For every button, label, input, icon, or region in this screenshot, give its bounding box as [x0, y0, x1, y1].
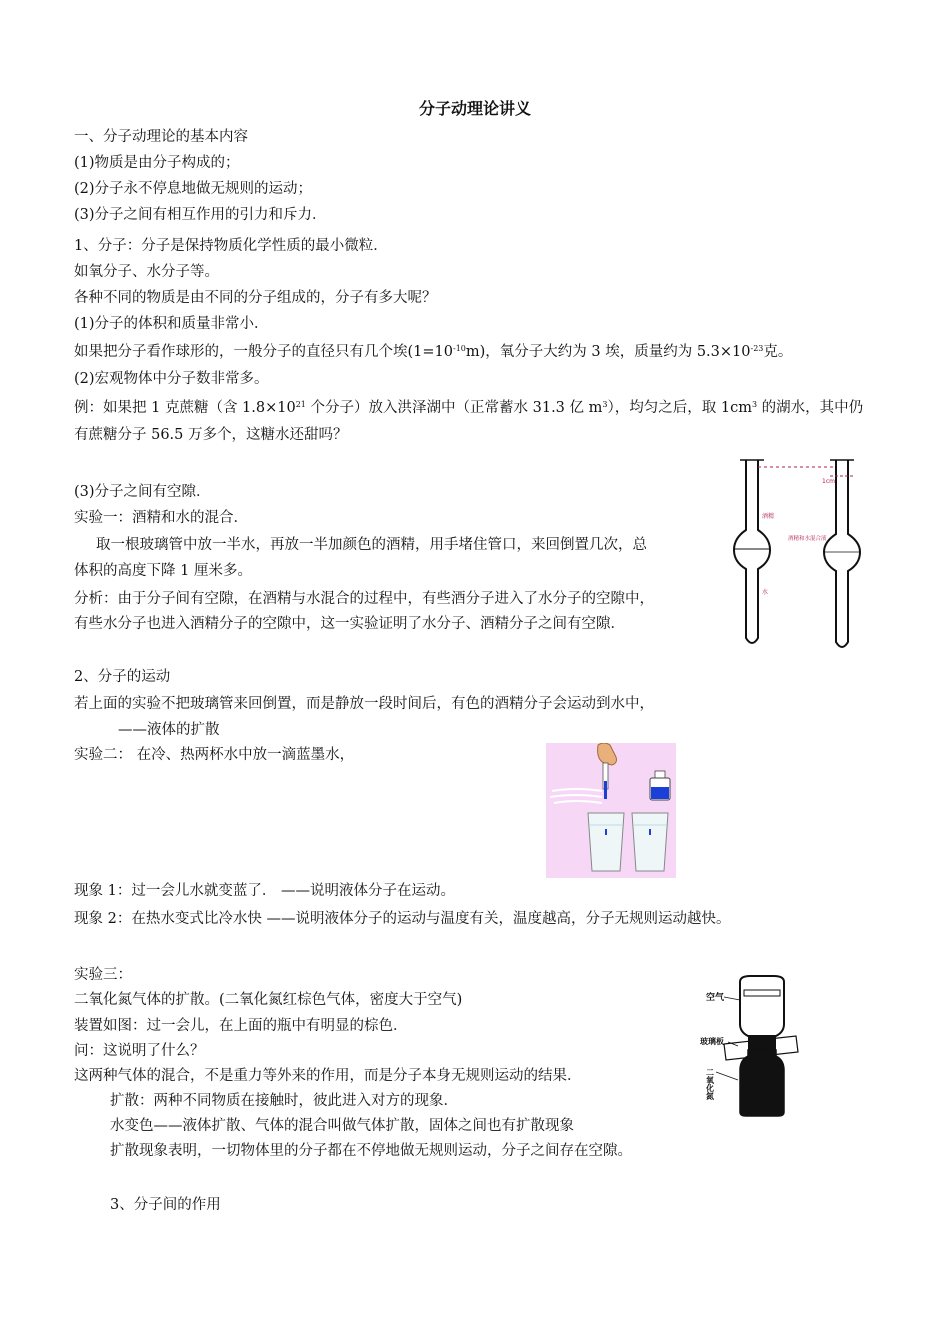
diffusion-types: 水变色——液体扩散、气体的混合叫做气体扩散，固体之间也有扩散现象 [110, 1118, 574, 1134]
air-jar-icon [740, 976, 784, 1036]
phenomenon-2: 现象 2：在热水变式比冷水快 ——说明液体分子的运动与温度有关，温度越高，分子无规则运动越快。 [74, 911, 731, 927]
analysis-line-1: 分析：由于分子间有空隙，在酒精与水混合的过程中，有些酒分子进入了水分子的空隙中， [74, 591, 654, 607]
experiment-1-desc-2: 体积的高度下降 1 厘米多。 [74, 563, 252, 579]
size-question: 各种不同的物质是由不同的分子组成的，分子有多大呢？ [74, 290, 437, 306]
glass-tube-figure [726, 452, 882, 654]
experiment-1-title: 实验一：酒精和水的混合． [74, 510, 248, 526]
point-2: (2)分子永不停息地做无规则的运动； [74, 181, 313, 197]
section-heading-basic: 一、分子动理论的基本内容 [74, 129, 248, 145]
label-alcohol: 酒精 [762, 513, 775, 520]
label-air: 空气 [706, 993, 725, 1003]
sugar-example-line2: 有蔗糖分子 56.5 万多个，这糖水还甜吗？ [74, 427, 348, 443]
molecule-definition: 1、分子：分子是保持物质化学性质的最小微粒． [74, 238, 388, 254]
experiment-3-title: 实验三： [74, 967, 132, 983]
cold-cup-icon [588, 813, 624, 871]
label-mixture: 酒精和水混合液 [788, 536, 827, 542]
setup-desc: 装置如图：过一会儿，在上面的瓶中有明显的棕色． [74, 1018, 408, 1034]
small-size-point: (1)分子的体积和质量非常小． [74, 316, 269, 332]
label-no2: 二氧化氮 [705, 1068, 715, 1100]
label-water: 水 [762, 589, 769, 596]
experiment-1-desc-1: 取一根玻璃管中放一半水，再放一半加颜色的酒精，用手堵住管口，来回倒置几次，总 [96, 537, 647, 553]
many-molecules-point: (2)宏观物体中分子数非常多。 [74, 371, 269, 387]
hot-cup-icon [632, 813, 668, 871]
no2-jar-icon [740, 1050, 784, 1116]
point-3: (3)分子之间有相互作用的引力和斥力． [74, 207, 327, 223]
question: 问：这说明了什么？ [74, 1043, 205, 1059]
dropper-icon [604, 781, 607, 799]
diffusion-significance: 扩散现象表明，一切物体里的分子都在不停地做无规则运动，分子之间存在空隙。 [110, 1143, 632, 1159]
sugar-example-line1: 例：如果把 1 克蔗糖（含 $1.8\times 10^{21}$ 个分子）放入洪泽湖中（正常蓄水 31.3 亿 $m^3$），均匀之后，取 $1cm^3$ 的湖水，其中仍 [74, 400, 864, 416]
point-1: (1)物质是由分子构成的； [74, 155, 240, 171]
size-statement: 如果把分子看作球形的，一般分子的直径只有几个埃$(1=10^{-10}m)$，氧分子大约为 3 埃，质量约为 $5.3\times 10^{-23}$克。 [74, 344, 793, 360]
diffusion-definition: 扩散：两种不同物质在接触时，彼此进入对方的现象． [110, 1093, 458, 1109]
no2-diffusion: 二氧化氮气体的扩散。(二氧化氮红棕色气体，密度大于空气) [74, 992, 463, 1008]
analysis-line-2: 有些水分子也进入酒精分子的空隙中，这一实验证明了水分子、酒精分子之间有空隙． [74, 616, 625, 632]
page-title: 分子动理论讲义 [418, 99, 531, 118]
section-heading-force: 3、分子间的作用 [110, 1197, 221, 1213]
phenomenon-1: 现象 1：过一会儿水就变蓝了． ——说明液体分子在运动。 [74, 883, 455, 899]
liquid-diffusion-label: ——液体的扩散 [118, 722, 220, 738]
motion-desc: 若上面的实验不把玻璃管来回倒置，而是静放一段时间后，有色的酒精分子会运动到水中， [74, 696, 654, 712]
molecule-examples: 如氧分子、水分子等。 [74, 264, 219, 280]
answer: 这两种气体的混合，不是重力等外来的作用，而是分子本身无规则运动的结果． [74, 1068, 582, 1084]
gap-point: (3)分子之间有空隙． [74, 484, 211, 500]
experiment-2-title: 实验二： 在冷、热两杯水中放一滴蓝墨水， [74, 747, 355, 763]
gas-diffusion-figure [700, 966, 812, 1122]
label-1cm: 1cm [822, 478, 835, 485]
ink-experiment-figure [546, 743, 676, 878]
label-glass-plate: 玻璃板 [700, 1037, 724, 1046]
section-heading-motion: 2、分子的运动 [74, 669, 171, 685]
